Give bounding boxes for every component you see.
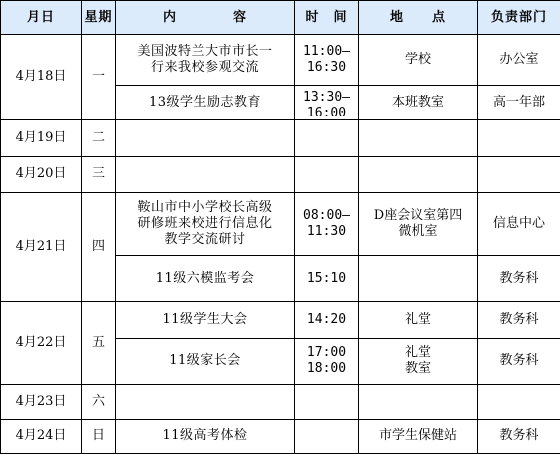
table-row xyxy=(1,193,560,256)
place-cell xyxy=(359,255,478,302)
content-cell: 11级高考体检 xyxy=(116,419,295,453)
place-cell: D座会议室第四 微机室 xyxy=(359,193,478,256)
time-text: 13:30— 16:00 xyxy=(303,89,350,116)
dept-cell: 信息中心 xyxy=(478,193,560,256)
content-cell: 13级学生励志教育 xyxy=(116,85,295,119)
time-cell: 14:20 xyxy=(295,302,359,338)
dept-cell: 教务科 xyxy=(478,338,560,385)
time-cell xyxy=(295,156,359,192)
weekday-cell: 日 xyxy=(82,419,116,453)
date-cell: 4月23日 xyxy=(1,385,82,419)
weekday-cell: 四 xyxy=(82,193,116,302)
weekday-cell: 三 xyxy=(82,156,116,192)
content-cell: 11级学生大会 xyxy=(116,302,295,338)
date-cell: 4月22日 xyxy=(1,302,82,385)
content-cell: 11级六模监考会 xyxy=(116,255,295,302)
content-cell xyxy=(116,120,295,156)
time-cell: 15:10 xyxy=(295,255,359,302)
time-cell: 17:00 18:00 xyxy=(295,338,359,385)
table-row xyxy=(1,302,560,338)
header-time: 时 间 xyxy=(295,1,359,35)
place-cell: 市学生保健站 xyxy=(359,419,478,453)
place-cell xyxy=(359,120,478,156)
content-cell xyxy=(116,385,295,419)
date-cell: 4月19日 xyxy=(1,120,82,156)
dept-cell: 教务科 xyxy=(478,255,560,302)
weekday-cell: 六 xyxy=(82,385,116,419)
dept-cell xyxy=(478,385,560,419)
header-dept: 负责部门 xyxy=(478,1,560,35)
table-row xyxy=(1,35,560,86)
content-cell xyxy=(116,156,295,192)
date-cell: 4月18日 xyxy=(1,35,82,120)
time-cell xyxy=(295,85,359,119)
place-cell: 学校 xyxy=(359,35,478,86)
time-cell xyxy=(295,419,359,453)
table-row xyxy=(1,156,560,192)
place-cell: 礼堂 xyxy=(359,302,478,338)
header-row xyxy=(1,1,560,35)
weekday-cell: 一 xyxy=(82,35,116,120)
content-cell: 美国波特兰大市市长一 行来我校参观交流 xyxy=(116,35,295,86)
place-cell: 礼堂 教室 xyxy=(359,338,478,385)
time-cell: 11:00— 16:30 xyxy=(295,35,359,86)
date-cell: 4月24日 xyxy=(1,419,82,453)
table-row xyxy=(1,385,560,419)
content-cell: 鞍山市中小学校长高级 研修班来校进行信息化 教学交流研讨 xyxy=(116,193,295,256)
date-cell: 4月21日 xyxy=(1,193,82,302)
time-cell: 08:00— 11:30 xyxy=(295,193,359,256)
weekday-cell: 五 xyxy=(82,302,116,385)
time-cell xyxy=(295,385,359,419)
dept-cell: 办公室 xyxy=(478,35,560,86)
table-row xyxy=(1,120,560,156)
content-cell: 11级家长会 xyxy=(116,338,295,385)
dept-cell xyxy=(478,156,560,192)
dept-cell: 教务科 xyxy=(478,419,560,453)
date-cell: 4月20日 xyxy=(1,156,82,192)
dept-cell xyxy=(478,120,560,156)
dept-cell: 高一年部 xyxy=(478,85,560,119)
header-content: 内 容 xyxy=(116,1,295,35)
header-weekday: 星期 xyxy=(82,1,116,35)
table-row xyxy=(1,419,560,453)
header-date: 月日 xyxy=(1,1,82,35)
place-cell: 本班教室 xyxy=(359,85,478,119)
place-cell xyxy=(359,385,478,419)
header-place: 地 点 xyxy=(359,1,478,35)
dept-cell: 教务科 xyxy=(478,302,560,338)
place-cell xyxy=(359,156,478,192)
weekday-cell: 二 xyxy=(82,120,116,156)
time-cell xyxy=(295,120,359,156)
